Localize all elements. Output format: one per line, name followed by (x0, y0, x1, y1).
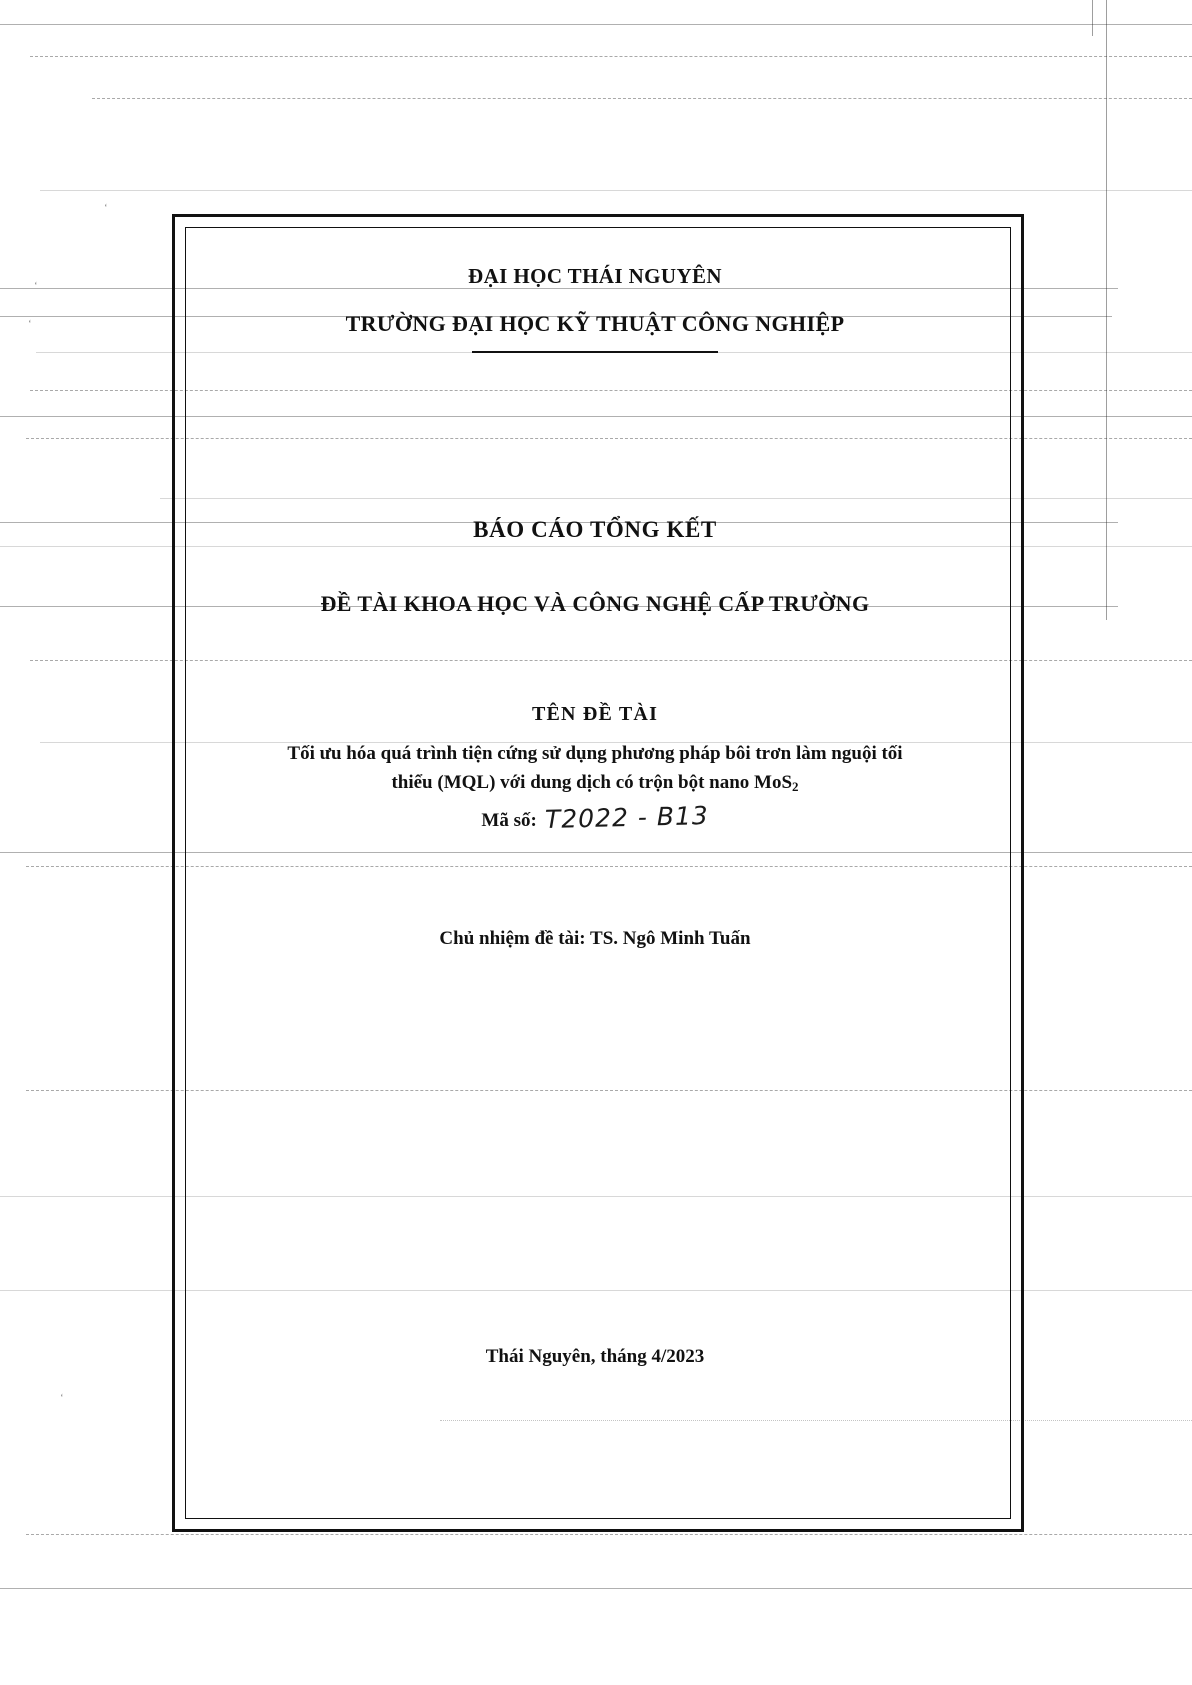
report-subtitle: ĐỀ TÀI KHOA HỌC VÀ CÔNG NGHỆ CẤP TRƯỜNG (320, 591, 870, 616)
organization-block (186, 264, 1004, 353)
cover-page-content (186, 228, 1004, 1512)
divider-rule (472, 351, 718, 353)
report-heading-block (186, 517, 1004, 617)
topic-label: TÊN ĐỀ TÀI (531, 703, 659, 725)
scan-edge-line (1092, 0, 1093, 36)
faculty-name: TRƯỜNG ĐẠI HỌC KỸ THUẬT CÔNG NGHIỆP (345, 311, 845, 336)
scan-line (30, 56, 1192, 57)
scan-line (0, 24, 1192, 25)
scan-speck: ʻ (34, 280, 38, 292)
university-name: ĐẠI HỌC THÁI NGUYÊN (468, 264, 722, 288)
scan-line (0, 1588, 1192, 1589)
code-label: Mã số: (481, 810, 537, 831)
code-value-handwritten: T2022 - B13 (544, 801, 709, 834)
scan-speck: ʻ (104, 202, 108, 214)
topic-name-subscript: 2 (792, 778, 799, 794)
scan-line (92, 98, 1192, 99)
code-row (186, 803, 1004, 832)
scan-line (26, 1534, 1192, 1535)
place-and-date: Thái Nguyên, tháng 4/2023 (485, 1346, 705, 1367)
scan-edge-line (1106, 0, 1107, 620)
topic-name-line1: Tối ưu hóa quá trình tiện cứng sử dụng phương pháp bôi trơn làm nguội tối (287, 743, 903, 764)
topic-name-line2: thiểu (MQL) với dung dịch có trộn bột nano MoS (391, 771, 793, 793)
scan-speck: ʻ (60, 1392, 64, 1404)
scan-line (40, 190, 1192, 191)
project-leader: Chủ nhiệm đề tài: TS. Ngô Minh Tuấn (439, 928, 751, 949)
report-title: BÁO CÁO TỔNG KẾT (473, 517, 717, 542)
scan-speck: ʻ (28, 318, 32, 330)
topic-block (186, 703, 1004, 832)
topic-name (245, 740, 945, 797)
